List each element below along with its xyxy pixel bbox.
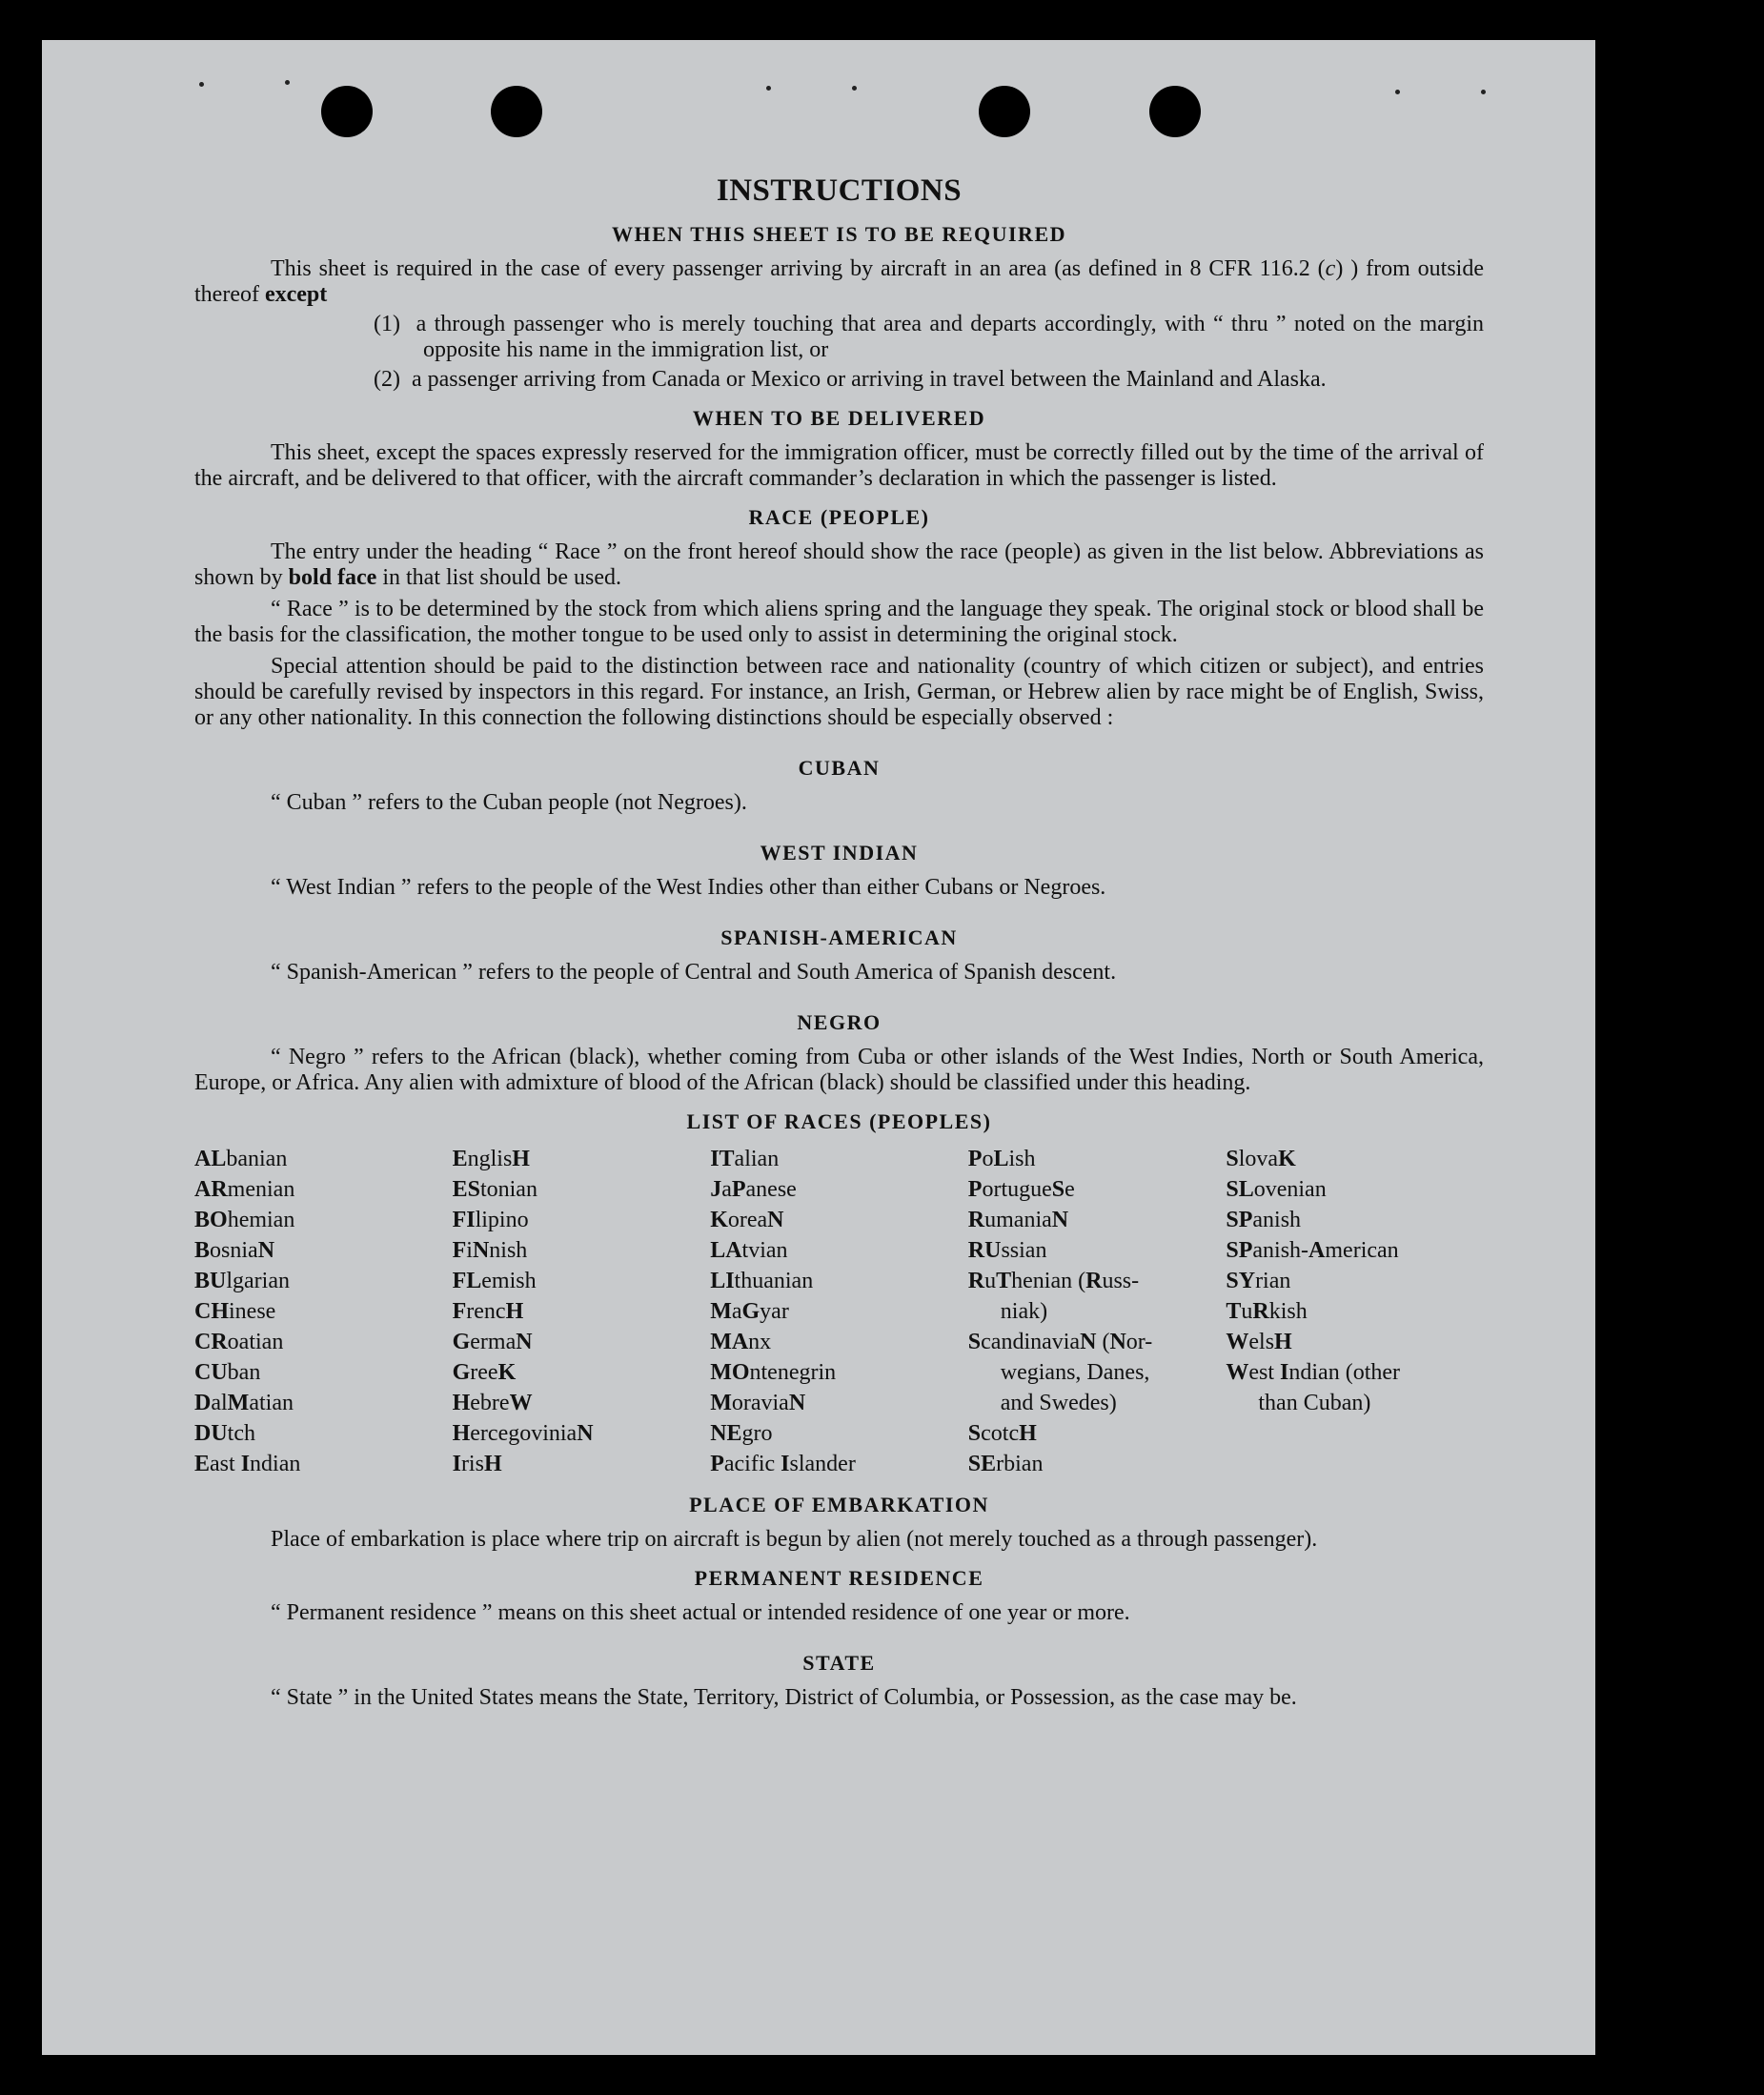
race-entry: CRoatian: [194, 1330, 284, 1354]
state-text: “ State ” in the United States means the State, Territory, District of Columbia, or Possession, as the case may be.: [271, 1685, 1297, 1710]
required-intro: This sheet is required in the case of every passenger arriving by aircraft in an area (as defined in 8 CFR 116.2 (c) ) from outside thereof except: [194, 256, 1484, 307]
cuban-text: “ Cuban ” refers to the Cuban people (not Negroes).: [271, 790, 747, 815]
heading-list-of-races: LIST OF RACES (PEOPLES): [686, 1109, 992, 1133]
residence-text: “ Permanent residence ” means on this sheet actual or intended residence of one year or more.: [271, 1600, 1130, 1625]
race-entry: ARmenian: [194, 1177, 295, 1202]
spanish-american-text: “ Spanish-American ” refers to the people of Central and South America of Spanish descent.: [271, 960, 1117, 985]
race-entry: PortugueSe: [967, 1177, 1075, 1202]
race-entry: MoraviaN: [710, 1391, 806, 1415]
race-entry: LIthuanian: [710, 1269, 814, 1293]
race-column-1: [194, 1144, 453, 1479]
race-entry: CHinese: [194, 1299, 276, 1324]
race-entry: LAtvian: [710, 1238, 788, 1263]
race-entry: BUlgarian: [194, 1269, 290, 1293]
race-entry: RUssian: [967, 1238, 1047, 1263]
race-paragraph-2: “ Race ” is to be determined by the stock from which aliens spring and the language they speak. The original stock or blood shall be the basis for the classification, the mother tongue to be used only to assist in determining the original stock.: [194, 597, 1484, 647]
speck: [1481, 90, 1486, 94]
race-entry: BosniaN: [194, 1238, 275, 1263]
page-title: INSTRUCTIONS: [716, 173, 963, 208]
race-entry: FLemish: [452, 1269, 537, 1293]
instructions-content: [194, 173, 1484, 1711]
race-entry: HercegoviniaN: [452, 1421, 594, 1446]
race-entry: SPanish: [1226, 1208, 1302, 1232]
punch-hole: [491, 86, 542, 137]
race-entry: CUban: [194, 1360, 261, 1385]
required-item-2: (2) a passenger arriving from Canada or Mexico or arriving in travel between the Mainland and Alaska.: [374, 367, 1327, 392]
heading-negro: NEGRO: [797, 1010, 882, 1034]
embarkation-text: Place of embarkation is place where trip on aircraft is begun by alien (not merely touched as a through passenger).: [271, 1527, 1318, 1552]
race-entry: MAnx: [710, 1330, 772, 1354]
speck: [1395, 90, 1400, 94]
race-entry: MOntenegrin: [710, 1360, 837, 1385]
punch-hole: [1149, 86, 1201, 137]
race-entry: FiNnish: [452, 1238, 528, 1263]
race-entry: RuThenian (Russ- niak): [967, 1269, 1140, 1324]
race-entry: WelsH: [1226, 1330, 1292, 1354]
race-column-5: [1226, 1144, 1484, 1479]
race-entry: GreeK: [452, 1360, 517, 1385]
race-list: [194, 1144, 1484, 1479]
heading-race: RACE (PEOPLE): [748, 505, 930, 529]
heading-cuban: CUBAN: [798, 756, 881, 780]
race-entry: TuRkish: [1226, 1299, 1308, 1324]
race-entry: JaPanese: [710, 1177, 797, 1202]
document-sheet: [42, 40, 1595, 2055]
race-entry: SErbian: [967, 1452, 1044, 1476]
race-paragraph-1: The entry under the heading “ Race ” on the front hereof should show the race (people) as given in the list below. Abbreviations as shown by bold face in that list should be used.: [194, 539, 1484, 590]
west-indian-text: “ West Indian ” refers to the people of the West Indies other than either Cubans or Negroes.: [271, 875, 1106, 900]
speck: [285, 80, 290, 85]
race-entry: SLovenian: [1226, 1177, 1327, 1202]
race-entry: BOhemian: [194, 1208, 295, 1232]
speck: [852, 86, 857, 91]
race-entry: ALbanian: [194, 1147, 288, 1171]
race-entry: FrencH: [452, 1299, 524, 1324]
race-entry: PoLish: [967, 1147, 1036, 1171]
race-column-2: [453, 1144, 711, 1479]
punch-hole: [979, 86, 1030, 137]
race-entry: East Indian: [194, 1452, 301, 1476]
race-entry: NEgro: [710, 1421, 773, 1446]
race-entry: DalMatian: [194, 1391, 294, 1415]
negro-text: “ Negro ” refers to the African (black), whether coming from Cuba or other islands of the West Indies, North or South America, Europe, or Africa. Any alien with admixture of blood of the African (black) should be classified under this heading.: [194, 1045, 1484, 1095]
race-entry: FIlipino: [452, 1208, 529, 1232]
speck: [199, 82, 204, 87]
heading-embarkation: PLACE OF EMBARKATION: [689, 1493, 989, 1516]
race-entry: MaGyar: [710, 1299, 789, 1324]
race-entry: West Indian (other than Cuban): [1226, 1360, 1401, 1415]
race-entry: ScandinaviaN (Nor- wegians, Danes, and Swedes): [967, 1330, 1153, 1415]
race-entry: SYrian: [1226, 1269, 1291, 1293]
heading-delivered: WHEN TO BE DELIVERED: [692, 406, 986, 430]
race-entry: EStonian: [452, 1177, 537, 1202]
delivered-text: This sheet, except the spaces expressly reserved for the immigration officer, must be correctly filled out by the time of the arrival of the aircraft, and be delivered to that officer, with the aircraft commander’s declaration in which the passenger is listed.: [194, 440, 1484, 491]
race-paragraph-3: Special attention should be paid to the distinction between race and nationality (country of which citizen or subject), and entries should be carefully revised by inspectors in this regard. For instance, an Irish, German, or Hebrew alien by race might be of English, Swiss, or any other nationality. In this connection the following distinctions should be especially observed :: [194, 654, 1484, 730]
speck: [766, 86, 771, 91]
race-entry: IrisH: [452, 1452, 502, 1476]
race-entry: RumaniaN: [967, 1208, 1069, 1232]
required-item-1: (1) a through passenger who is merely touching that area and departs accordingly, with “ thru ” noted on the margin opposite his name in the immigration list, or: [374, 312, 1484, 362]
race-entry: KoreaN: [710, 1208, 784, 1232]
race-entry: ScotcH: [967, 1421, 1037, 1446]
race-entry: Pacific Islander: [710, 1452, 856, 1476]
race-entry: GermaN: [452, 1330, 533, 1354]
race-entry: HebreW: [452, 1391, 533, 1415]
race-column-3: [710, 1144, 968, 1479]
race-column-4: [968, 1144, 1227, 1479]
race-entry: SlovaK: [1226, 1147, 1296, 1171]
heading-spanish-american: SPANISH-AMERICAN: [720, 925, 958, 949]
race-entry: SPanish-American: [1226, 1238, 1399, 1263]
heading-state: STATE: [802, 1651, 876, 1675]
race-entry: EnglisH: [452, 1147, 530, 1171]
race-entry: DUtch: [194, 1421, 255, 1446]
heading-west-indian: WEST INDIAN: [760, 841, 919, 864]
punch-hole: [321, 86, 373, 137]
heading-residence: PERMANENT RESIDENCE: [694, 1566, 984, 1590]
race-entry: ITalian: [710, 1147, 780, 1171]
heading-required: WHEN THIS SHEET IS TO BE REQUIRED: [611, 222, 1067, 246]
